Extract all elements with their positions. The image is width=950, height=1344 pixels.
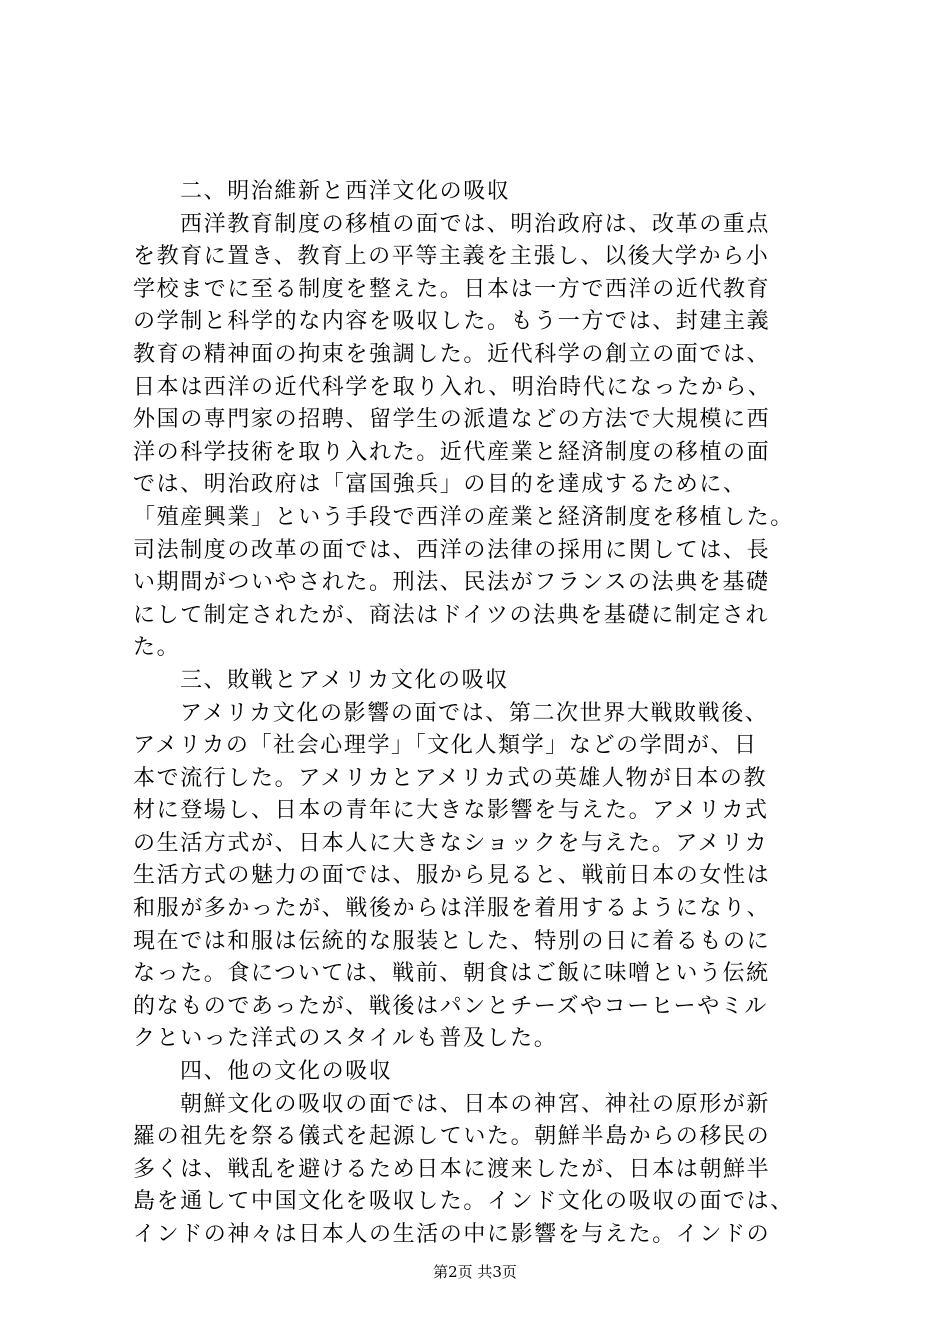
paragraph-line: た。 bbox=[133, 635, 181, 661]
paragraph-line: 島を通して中国文化を吸収した。インド文化の吸収の面では、 bbox=[133, 1189, 794, 1215]
section-heading: 二、明治維新と西洋文化の吸収 bbox=[180, 179, 511, 204]
paragraph-line: 外国の専門家の招聘、留学生の派遣などの方法で大規模に西 bbox=[133, 407, 771, 433]
paragraph-line: なった。食については、戦前、朝食はご飯に味噌という伝統 bbox=[133, 961, 770, 987]
page-footer: 第2页 共3页 bbox=[433, 1263, 517, 1281]
body-text bbox=[133, 176, 833, 1252]
paragraph-line: の生活方式が、日本人に大きなショックを与えた。アメリカ bbox=[133, 830, 769, 856]
paragraph-line: 的なものであったが、戦後はパンとチーズやコーヒーやミル bbox=[133, 993, 769, 1019]
paragraph-line: 現在では和服は伝統的な服装とした、特別の日に着るものに bbox=[133, 928, 771, 954]
paragraph-line: 材に登場し、日本の青年に大きな影響を与えた。アメリカ式 bbox=[133, 798, 769, 824]
paragraph-line: 生活方式の魅力の面では、服から見ると、戦前日本の女性は bbox=[133, 863, 771, 889]
paragraph-line: アメリカ文化の影響の面では、第二次世界大戦敗戦後、 bbox=[180, 700, 769, 726]
paragraph-line: 「殖産興業」という手段で西洋の産業と経済制度を移植した。 bbox=[133, 504, 794, 530]
section-heading: 三、敗戦とアメリカ文化の吸収 bbox=[180, 667, 509, 693]
paragraph-line: 洋の科学技術を取り入れた。近代産業と経済制度の移植の面 bbox=[133, 439, 771, 465]
paragraph-line: 羅の祖先を祭る儀式を起源していた。朝鮮半島からの移民の bbox=[133, 1124, 771, 1150]
paragraph-line: 西洋教育制度の移植の面では、明治政府は、改革の重点 bbox=[180, 211, 771, 237]
paragraph-line: アメリカの「社会心理学」「文化人類学」などの学問が、日 bbox=[133, 733, 758, 759]
paragraph-line: い期間がついやされた。刑法、民法がフランスの法典を基礎 bbox=[133, 570, 770, 596]
paragraph-line: を教育に置き、教育上の平等主義を主張し、以後大学から小 bbox=[133, 244, 770, 270]
paragraph-line: 学校までに至る制度を整えた。日本は一方で西洋の近代教育 bbox=[133, 276, 771, 302]
paragraph-line: 日本は西洋の近代科学を取り入れ、明治時代になったから、 bbox=[133, 374, 772, 400]
paragraph-line: 司法制度の改革の面では、西洋の法律の採用に関しては、長 bbox=[133, 537, 771, 563]
paragraph-line: 教育の精神面の拘束を強調した。近代科学の創立の面では、 bbox=[133, 341, 771, 367]
paragraph-line: クといった洋式のスタイルも普及した。 bbox=[133, 1026, 558, 1052]
paragraph-line: 多くは、戦乱を避けるため日本に渡来したが、日本は朝鮮半 bbox=[133, 1156, 771, 1182]
paragraph-line: にして制定されたが、商法はドイツの法典を基礎に制定され bbox=[133, 602, 770, 628]
paragraph-line: インドの神々は日本人の生活の中に影響を与えた。インドの bbox=[133, 1222, 771, 1247]
paragraph-line: の学制と科学的な内容を吸収した。もう一方では、封建主義 bbox=[133, 309, 771, 335]
paragraph-line: 朝鮮文化の吸収の面では、日本の神宮、神社の原形が新 bbox=[180, 1091, 771, 1117]
section-heading: 四、他の文化の吸収 bbox=[180, 1059, 393, 1085]
paragraph-line: 本で流行した。アメリカとアメリカ式の英雄人物が日本の教 bbox=[133, 765, 768, 791]
paragraph-line: 和服が多かったが、戦後からは洋服を着用するようになり、 bbox=[133, 896, 771, 922]
paragraph-line: では、明治政府は「富国強兵」の目的を達成するために、 bbox=[133, 472, 747, 498]
